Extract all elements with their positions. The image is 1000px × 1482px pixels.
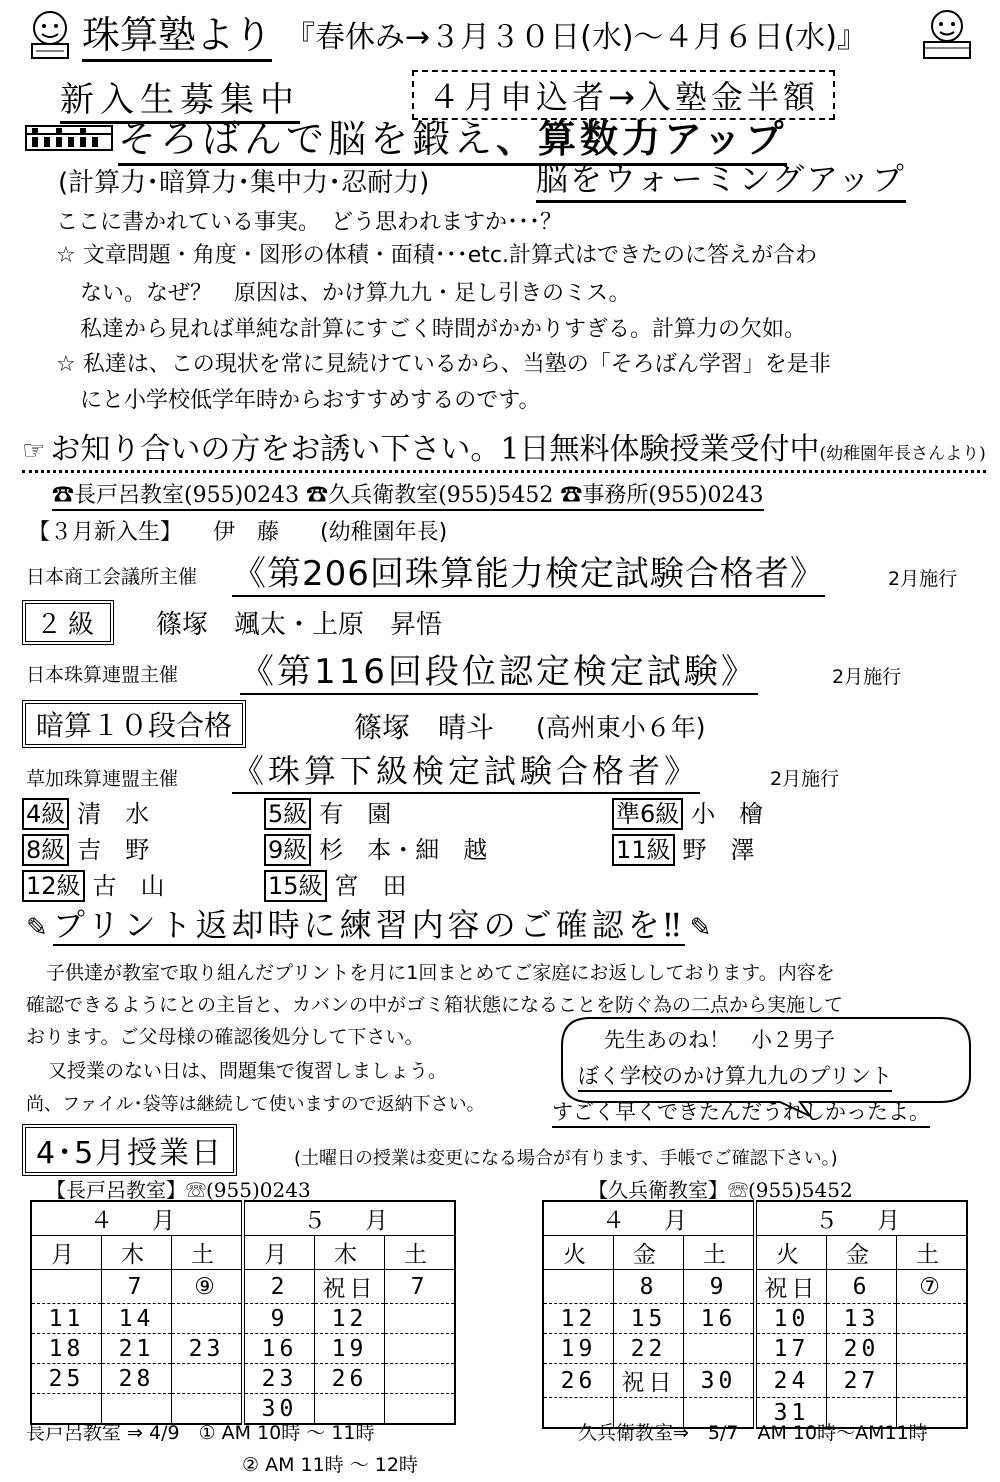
weekday-cell: 月 (243, 1236, 315, 1270)
contact-2: 久兵衛教室(955)5452 (328, 483, 554, 508)
star-bullet-icon: ☆ (56, 352, 76, 377)
phone-icon: ☎ (52, 483, 75, 508)
intro-line6: にと小学校低学年時からおすすめするのです。 (80, 388, 541, 413)
exam1-org: 日本商工会議所主催 (26, 566, 198, 588)
date-cell (31, 1270, 102, 1304)
invite-text: お知り合いの方をお誘い下さい。1日無料体験授業受付中 (50, 432, 820, 467)
date-cell (684, 1334, 756, 1364)
date-cell: 10 (755, 1304, 827, 1334)
calendar-row (31, 1364, 455, 1394)
exam3-org: 草加珠算連盟主催 (26, 768, 179, 790)
date-cell (172, 1364, 244, 1394)
new-student-label: 【３月新入生】 (28, 520, 183, 545)
exam2-date: 2月施行 (832, 666, 902, 688)
calendar-row (31, 1304, 455, 1334)
date-cell: 祝日 (614, 1364, 684, 1398)
exam1-date: 2月施行 (888, 568, 958, 590)
phone-icon: ☎ (306, 483, 329, 508)
exam2-title: 《第116回段位認定検定試験》 (240, 644, 758, 695)
weekday-row (31, 1236, 455, 1270)
phone-icon: ☎ (560, 483, 583, 508)
date-cell: 25 (31, 1364, 102, 1394)
exam3-date: 2月施行 (770, 768, 840, 790)
date-cell (897, 1334, 968, 1364)
date-cell: 9 (243, 1304, 315, 1334)
date-cell: 26 (315, 1364, 385, 1394)
month-header: ５ 月 (755, 1201, 967, 1236)
soroban-icon (24, 122, 114, 154)
result-item (264, 794, 391, 829)
exam2-grade: 暗算１０段合格 (22, 700, 246, 748)
result-grade: 11級 (612, 834, 675, 866)
result-name: 小 檜 (691, 800, 764, 828)
weekday-cell: 月 (31, 1236, 102, 1270)
result-name: 古 山 (92, 872, 165, 900)
result-grade: 4級 (22, 798, 69, 830)
date-cell (897, 1304, 968, 1334)
exam1-grade: ２級 (22, 600, 114, 645)
bubble-line1: 先生あのね！ 小２男子 (604, 1028, 835, 1052)
weekday-cell: 木 (102, 1236, 172, 1270)
date-cell: 14 (102, 1304, 172, 1334)
date-cell (543, 1270, 614, 1304)
month-header: ５ 月 (243, 1201, 455, 1236)
print-heading-wrap (26, 900, 711, 946)
date-cell (897, 1364, 968, 1398)
date-cell: 18 (31, 1334, 102, 1364)
intro-line5-wrap (56, 347, 831, 378)
abacus-character-icon (918, 6, 976, 62)
result-grade: 8級 (22, 834, 69, 866)
headline-part1: そろばんで脳を鍛え (118, 117, 497, 161)
headline-sub1: (計算力･暗算力･集中力･忍耐力) (58, 168, 430, 198)
exam2-org: 日本珠算連盟主催 (26, 664, 179, 686)
result-item (22, 794, 149, 829)
teacher-character-icon (22, 6, 78, 62)
calendar-row (543, 1304, 967, 1334)
result-grade: 9級 (264, 834, 311, 866)
calendar-row (31, 1334, 455, 1364)
date-cell: 6 (827, 1270, 897, 1304)
calendar-row (543, 1270, 967, 1304)
date-cell: 7 (385, 1270, 456, 1304)
result-grade: 準6級 (612, 798, 683, 830)
result-item (264, 830, 487, 865)
weekday-row (543, 1236, 967, 1270)
date-cell: 17 (755, 1334, 827, 1364)
exam1-names: 篠塚 颯太・上原 昇悟 (156, 610, 443, 640)
new-student-name: 伊 藤 (213, 520, 280, 545)
classes-title: 4･5月授業日 (22, 1124, 237, 1176)
date-cell: 30 (243, 1394, 315, 1425)
month-header: ４ 月 (31, 1201, 243, 1236)
intro-line3: ない。なぜ？ 原因は、かけ算九九・足し引きのミス。 (80, 281, 631, 306)
date-cell: 27 (827, 1364, 897, 1398)
weekday-cell: 土 (684, 1236, 756, 1270)
date-cell: 11 (31, 1304, 102, 1334)
left-calendar (30, 1200, 456, 1425)
left-footer1: 長戸呂教室 ⇒ 4/9 ① AM 10時 ～ 11時 (26, 1422, 375, 1444)
date-cell: 12 (543, 1304, 614, 1334)
result-grade: 12級 (22, 870, 85, 902)
result-item (612, 794, 763, 829)
result-name: 宮 田 (334, 872, 407, 900)
date-cell: 23 (243, 1364, 315, 1394)
calendar-row (543, 1334, 967, 1364)
date-cell: 21 (102, 1334, 172, 1364)
print-heading: プリント返却時に練習内容のご確認を‼ (52, 906, 685, 944)
date-cell: 24 (755, 1364, 827, 1398)
result-name: 有 園 (319, 800, 392, 828)
date-cell: 15 (614, 1304, 684, 1334)
date-cell: ⑦ (897, 1270, 968, 1304)
classes-note: (土曜日の授業は変更になる場合が有ります、手帳でご確認下さい。) (294, 1148, 838, 1169)
date-cell: 22 (614, 1334, 684, 1364)
date-cell: 30 (684, 1364, 756, 1398)
invite-small: (幼稚園年長さんより) (819, 444, 986, 464)
pencil-icon: ✎ (26, 913, 48, 943)
print-p4: 又授業のない日は、問題集で復習しましょう。 (48, 1060, 448, 1082)
headline-sub2: 脳をウォーミングアップ (536, 154, 906, 203)
result-name: 杉 本・細 越 (319, 836, 488, 864)
weekday-cell: 木 (315, 1236, 385, 1270)
date-cell: 祝日 (755, 1270, 827, 1304)
recruit-offer: ４月申込者→入塾金半額 (412, 70, 835, 120)
date-cell (385, 1394, 456, 1425)
result-item (612, 830, 755, 865)
right-footer1: 久兵衛教室⇒ 5/7 AM 10時～AM11時 (578, 1422, 928, 1444)
exam2-names: 篠塚 晴斗 (354, 711, 495, 744)
weekday-cell: 火 (543, 1236, 614, 1270)
month-header: ４ 月 (543, 1201, 755, 1236)
date-cell: 8 (614, 1270, 684, 1304)
result-item (22, 866, 165, 901)
left-class-label: 【長戸呂教室】☏(955)0243 (46, 1178, 311, 1202)
recruit-label: 新入生募集中 (60, 72, 300, 124)
right-class-label: 【久兵衛教室】☏(955)5452 (588, 1178, 853, 1202)
new-student (28, 515, 447, 546)
new-student-note: (幼稚園年長) (320, 520, 448, 545)
pointing-hand-icon: ☞ (22, 436, 46, 466)
weekday-cell: 金 (614, 1236, 684, 1270)
calendar-row (543, 1364, 967, 1398)
print-p2: 確認できるようにとの主旨と、カバンの中がゴミ箱状態になることを防ぐ為の二点から実施して (26, 994, 844, 1016)
date-cell: 28 (102, 1364, 172, 1394)
date-cell: 19 (315, 1334, 385, 1364)
calendar-row (31, 1270, 455, 1304)
contact-1: 長戸呂教室(955)0243 (74, 483, 300, 508)
weekday-cell: 火 (755, 1236, 827, 1270)
headline-part2: 、算数力アップ (496, 117, 788, 161)
date-cell: 26 (543, 1364, 614, 1398)
print-p1: 子供達が教室で取り組んだプリントを月に1回まとめてご家庭にお返ししております。内容を (46, 962, 835, 984)
date-cell: 23 (172, 1334, 244, 1364)
date-cell: 2 (243, 1270, 315, 1304)
result-name: 清 水 (77, 800, 150, 828)
date-cell: 12 (315, 1304, 385, 1334)
intro-line1: ここに書かれている事実。 どう思われますか･･･？ (56, 210, 563, 235)
date-cell: 13 (827, 1304, 897, 1334)
intro-line5: 私達は、この現状を常に見続けているから、当塾の「そろばん学習」を是非 (82, 352, 831, 377)
contacts (52, 478, 764, 511)
intro-line2: 文章問題・角度・図形の体積・面積･･･etc.計算式はできたのに答えが合わ (82, 243, 817, 268)
weekday-cell: 金 (827, 1236, 897, 1270)
date-cell: 31 (755, 1398, 827, 1429)
intro-line2-wrap (56, 238, 817, 269)
date-cell: 祝日 (315, 1270, 385, 1304)
contact-3: 事務所(955)0243 (582, 483, 764, 508)
date-cell: 7 (102, 1270, 172, 1304)
weekday-cell: 土 (897, 1236, 968, 1270)
result-item (264, 866, 407, 901)
intro-line4: 私達から見れば単純な計算にすごく時間がかかりすぎる。計算力の欠如。 (80, 317, 807, 342)
header-schedule: 『春休み→３月３０日(水)～４月６日(水)』 (285, 20, 867, 55)
date-cell (172, 1304, 244, 1334)
invite (22, 424, 986, 473)
date-cell: ⑨ (172, 1270, 244, 1304)
date-cell: 16 (684, 1304, 756, 1334)
result-grade: 15級 (264, 870, 327, 902)
date-cell: 20 (827, 1334, 897, 1364)
month-row (543, 1201, 967, 1236)
print-p5: 尚、ファイル･袋等は継続して使いますので返納下さい。 (26, 1094, 485, 1115)
result-item (22, 830, 149, 865)
bubble-line2: ぼく学校のかけ算九九のプリント (578, 1060, 892, 1092)
date-cell (385, 1304, 456, 1334)
date-cell (385, 1364, 456, 1394)
result-name: 吉 野 (77, 836, 150, 864)
result-grade: 5級 (264, 798, 311, 830)
print-p3: おります。ご父母様の確認後処分して下さい。 (26, 1026, 424, 1048)
exam1-title: 《第206回珠算能力検定試験合格者》 (232, 546, 825, 597)
date-cell (385, 1334, 456, 1364)
result-name: 野 澤 (682, 836, 755, 864)
month-row (31, 1201, 455, 1236)
date-cell: 16 (243, 1334, 315, 1364)
star-bullet-icon: ☆ (56, 243, 76, 268)
weekday-cell: 土 (172, 1236, 244, 1270)
exam3-title: 《珠算下級検定試験合格者》 (232, 746, 700, 794)
date-cell: 9 (684, 1270, 756, 1304)
header-title: 珠算塾より (82, 4, 272, 62)
right-calendar (542, 1200, 968, 1429)
weekday-cell: 土 (385, 1236, 456, 1270)
bubble-line3: すごく早くできたんだうれしかったよ。 (552, 1096, 930, 1128)
date-cell: 19 (543, 1334, 614, 1364)
exam2-school: (高州東小６年) (536, 713, 706, 742)
pencil-icon: ✎ (689, 913, 712, 943)
left-footer2: ② AM 11時 ～ 12時 (242, 1454, 418, 1476)
